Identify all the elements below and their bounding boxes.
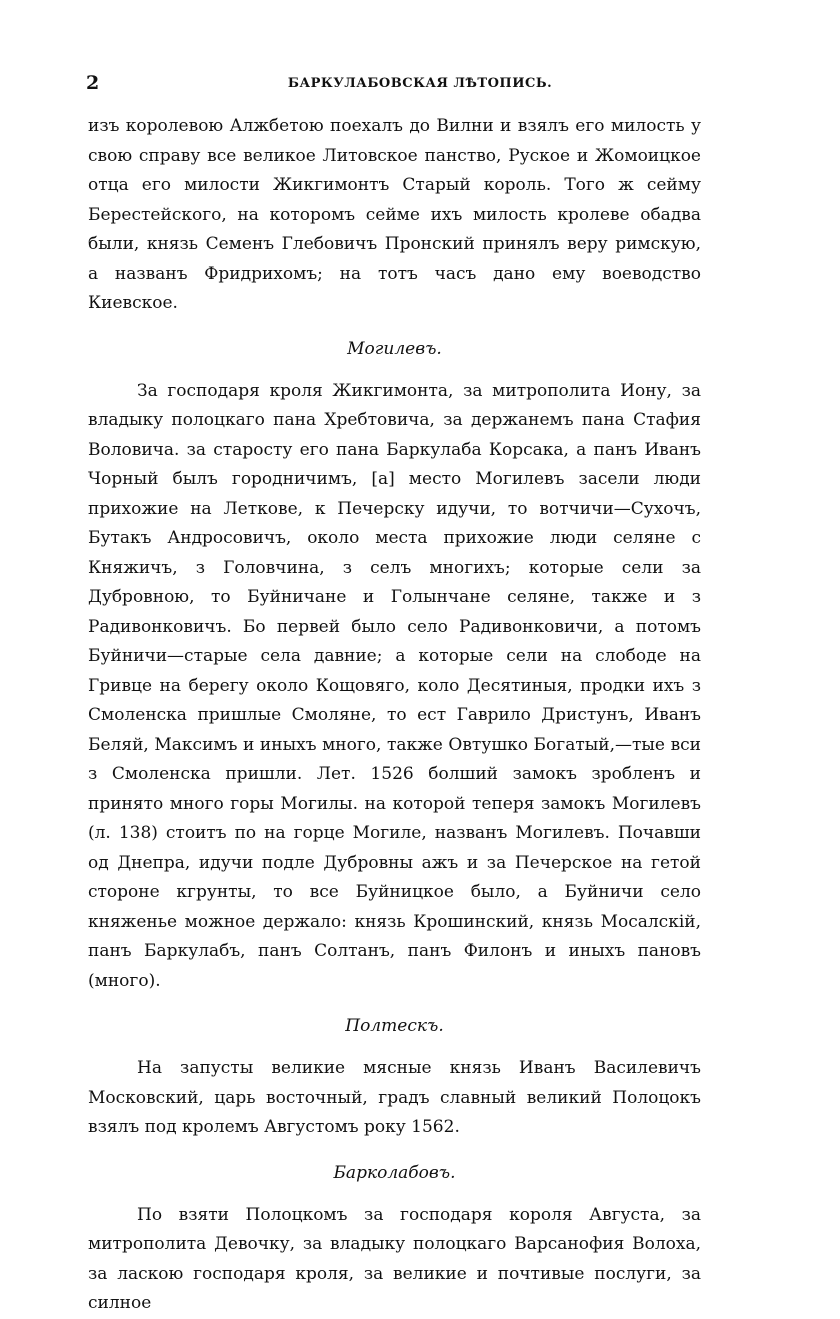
section-heading-mogilev: Могилевъ. [347, 338, 442, 359]
section-heading-poltesk: Полтескъ. [345, 1016, 444, 1036]
running-title: БАРКУЛАБОВСКАЯ ЛѢТОПИСЬ. [287, 76, 553, 91]
mogilev-paragraph: За господаря кроля Жикгимонта, за митрополита Иону, за владыку полоцкаго пана Хребтовича, за держанемъ пана Стафия Воловича. за старосту его пана Баркулаба Корсака, а панъ Иванъ Чорный былъ городничимъ, [а] место Могилевъ засели люди прихожие на Леткове, к Печерску идучи, то вотчичи—Сухочъ, Бутакъ Андросовичъ, около места прихожие люди селяне с Княжичъ, з Головчина, з селъ многихъ; которые сели за Дубровною, то Буйничане и Голынчане селяне, также и з Радивонковичъ. Бо первей было село Радивонковичи, а потомъ Буйничи—старые села давние; а которые сели на слободе на Гривце на берегу около Кощовяго, коло Десятиныя, продки ихъ з Смоленска пришлые Смоляне, то ест Гаврило Дристунъ, Иванъ Беляй, Максимъ и иныхъ много, также Овтушко Богатый,—тые вси з Смоленска пришли. Лет. 1526 болший замокъ зробленъ и принято много горы Могилы. на которой теперя замокъ Могилевъ (л. 138) стоитъ по на горце Могиле, названъ Могилевъ. Почавши од Днепра, идучи подле Дубровны ажъ и за Печерское на гетой стороне кгрунты, то все Буйницкое было, а Буйничи село княженье можное держало: князь Крошинский, князь Мосалскій, панъ Баркулабъ, панъ Солтанъ, панъ Филонъ и иныхъ пановъ (много). [88, 380, 701, 991]
page-number: 2 [86, 72, 100, 94]
barkolabov-paragraph: По взяти Полоцкомъ за господаря короля Августа, за митрополита Девочку, за владыку полоцкаго Варсанофия Волоха, за ласкою господаря кроля, за великие и почтивые послуги, за силное [88, 1204, 701, 1313]
intro-paragraph: изъ королевою Алжбетою поехалъ до Вилни и взялъ его милость у свою справу все великое Литовское панство, Руское и Жомоицкое отца его милости Жикгимонтъ Старый король. Того ж сейму Берестейского, на которомъ сейме ихъ милость кролеве обадва были, князь Семенъ Глебовичъ Пронский принялъ веру римскую, а названъ Фридрихомъ; на тотъ часъ дано ему воеводство Киевское. [88, 116, 701, 313]
page-body [88, 112, 701, 1319]
poltesk-paragraph: На запусты великие мясные князь Иванъ Василевичъ Московский, царь восточный, градъ славный великий Полоцокъ взялъ под кролемъ Августомъ року 1562. [88, 1058, 701, 1137]
section-heading-barkolabov: Барколабовъ. [333, 1162, 456, 1183]
